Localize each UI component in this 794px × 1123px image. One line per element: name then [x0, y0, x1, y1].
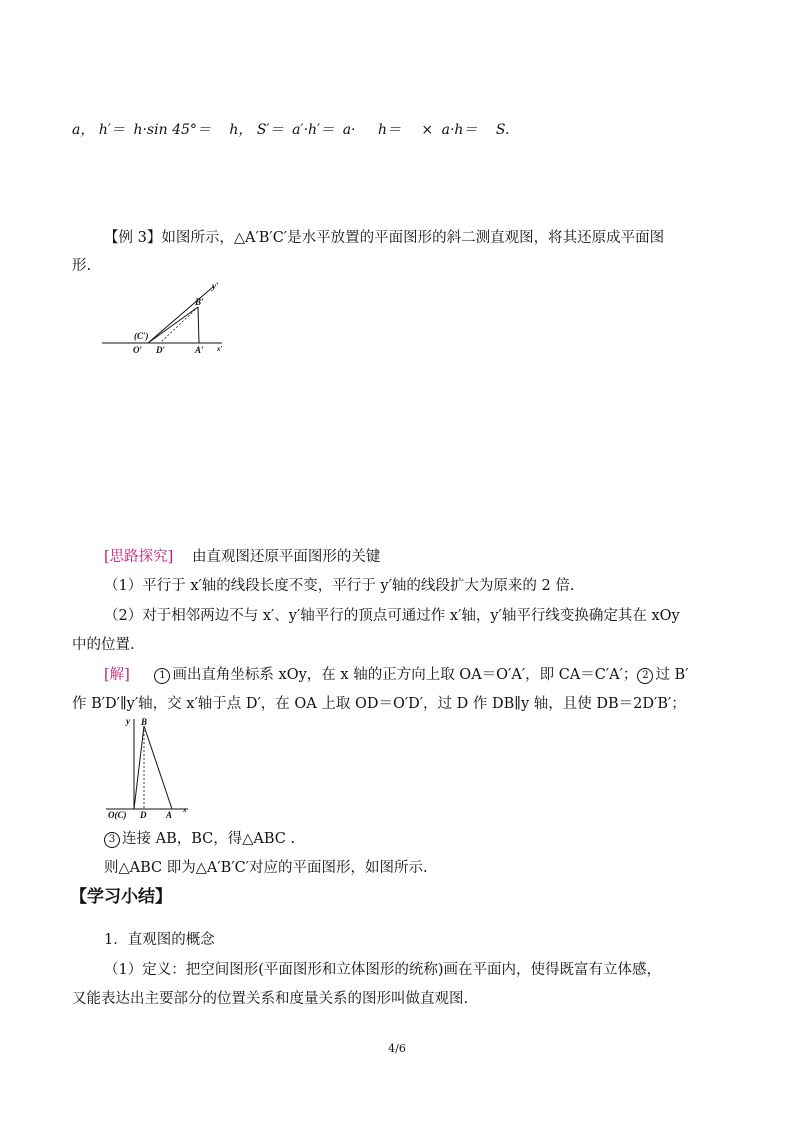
- analysis-title: 由直观图还原平面图形的关键: [191, 549, 381, 565]
- label-b-prime: B′: [195, 297, 204, 307]
- label-a: A: [166, 810, 173, 820]
- formula-part: S.: [495, 122, 510, 138]
- formula-part: h′＝: [98, 122, 126, 138]
- formula-line: [72, 120, 509, 140]
- segment-b-d: [160, 307, 198, 343]
- step-3-text: 连接 AB，BC，得△ABC .: [122, 831, 296, 847]
- label-o: O(C): [108, 810, 127, 820]
- formula-part: h·sin 45°＝: [133, 122, 211, 138]
- example-3-line-2: 形.: [72, 258, 92, 274]
- side-c-b: [148, 307, 198, 343]
- analysis-heading: [104, 547, 380, 567]
- example-text: 如图所示，△A′B′C′是水平放置的平面图形的斜二测直观图，将其还原成平面图: [161, 230, 665, 246]
- step-2-head: 过 B′: [655, 667, 689, 683]
- example-3-line: [104, 228, 664, 248]
- page-number: 4/6: [388, 1042, 406, 1055]
- analysis-tag: [思路探究]: [104, 549, 174, 565]
- restored-figure: [104, 714, 196, 820]
- summary-heading: 【学习小结】: [70, 887, 172, 907]
- formula-part: a′·h′＝: [292, 122, 335, 138]
- oblique-figure: [100, 278, 235, 360]
- formula-part: a·: [342, 122, 356, 138]
- summary-definition-2: 又能表达出主要部分的位置关系和度量关系的图形叫做直观图.: [72, 991, 469, 1007]
- y-axis-prime: [148, 286, 214, 343]
- example-label: 【例 3】: [104, 230, 162, 246]
- summary-definition-1: （1）定义：把空间图形(平面图形和立体图形的统称)画在平面内，使得既富有立体感，: [104, 962, 662, 978]
- solution-step-1: [104, 665, 689, 685]
- formula-part: h＝: [377, 122, 401, 138]
- solution-step-3: [104, 829, 295, 849]
- side-b-a: [198, 307, 199, 343]
- step-1-text: 画出直角坐标系 xOy，在 x 轴的正方向上取 OA＝O′A′，即 CA＝C′A′；: [172, 667, 638, 683]
- analysis-point-1: （1）平行于 x′轴的线段长度不变，平行于 y′轴的线段扩大为原来的 2 倍.: [104, 578, 575, 594]
- side-b-a: [144, 726, 172, 809]
- label-x: x: [183, 806, 187, 814]
- formula-part: a，: [72, 122, 95, 138]
- formula-part: ×: [421, 122, 434, 138]
- solution-step-2: 作 B′D′∥y′轴，交 x′轴于点 D′，在 OA 上取 OD＝O′D′，过 D 作 DB∥y 轴，且使 DB＝2D′B′；: [72, 696, 686, 712]
- solution-conclusion: 则△ABC 即为△A′B′C′对应的平面图形，如图所示.: [104, 860, 428, 876]
- label-y-prime: y′: [212, 281, 219, 291]
- formula-part: a·h＝: [441, 122, 478, 138]
- step-number-2: 2: [637, 668, 653, 684]
- formula-part: S′＝: [256, 122, 284, 138]
- side-c-b: [134, 726, 144, 809]
- analysis-point-2-cont: 中的位置.: [72, 637, 135, 653]
- step-number-3: 3: [104, 832, 120, 848]
- solution-tag: [解]: [104, 667, 130, 683]
- label-d: D: [140, 810, 147, 820]
- label-c-prime: (C′): [134, 331, 149, 341]
- analysis-point-2: （2）对于相邻两边不与 x′、y′轴平行的顶点可通过作 x′轴，y′轴平行线变换确定其在 xOy: [104, 608, 680, 624]
- label-d-prime: D′: [156, 345, 166, 355]
- label-o-prime: O′: [133, 345, 143, 355]
- formula-part: h，: [229, 122, 253, 138]
- summary-item-1: 1．直观图的概念: [104, 932, 215, 948]
- label-y: y: [126, 716, 130, 726]
- label-a-prime: A′: [195, 345, 204, 355]
- label-x-prime: x′: [217, 345, 223, 353]
- label-b: B: [141, 717, 148, 727]
- step-number-1: 1: [154, 668, 170, 684]
